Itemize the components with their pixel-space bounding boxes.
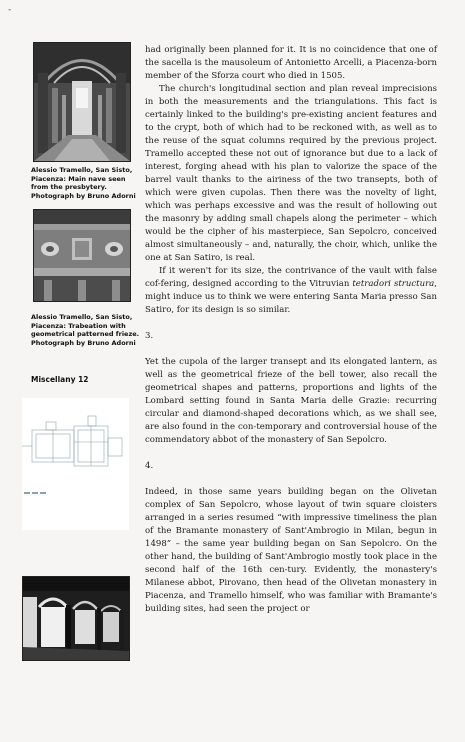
section-label: Miscellany 12	[31, 375, 89, 384]
photo-caption	[31, 313, 143, 348]
paragraph: had originally been planned for it. It is no coincidence that one of the sacella is the mausoleum of Antonietto Arcelli, a Piacenza-born member of the Sforza court who died in 1505.	[145, 45, 437, 81]
paragraph-text: , might induce us to think we were entering Santa Maria presso San Satiro, for its design is so similar.	[145, 279, 437, 315]
floor-plan-drawing	[22, 398, 129, 530]
photo-caption-small	[86, 710, 126, 713]
italic-term: tetradori structura	[352, 279, 435, 289]
section-number: 3.	[145, 331, 154, 341]
paragraph: Indeed, in those same years building began on the Olivetan complex of San Sepolcro, whose layout of twin square cloisters arranged in a series resumed “with impressive timeliness the plan of the Bramante monastery of Sant'Ambrogio in Milan, begun in 1498” – the same year building began on San Sepolcro. On the other hand, the building of Sant'Ambrogio mostly took place in the second half of the 16th cen-tury. Evidently, the monastery's Milanese abbot, Pirovano, then head of the Olivetan monastery in Piacenza, and Tramello himself, who was familiar with Bramante's building sites, had seen the project or	[145, 487, 437, 614]
paragraph: The church's longitudinal section and plan reveal imprecisions in both the measurements and the triangulations. This fact is certainly linked to the building's pre-existing ancient features and to the crypt, both of which had to be reckoned with, as well as to the reuse of the squat columns required by the previous project. Tramello accepted these not out of ignorance but due to a lack of interest, forging ahead with his plan to valorize the space of the barrel vault thanks to the airiness of the two transepts, both of which were given cupolas. Then there was the novelty of light, which was perhaps excessive and was the result of hollowing out the masonry by adding small chapels along the perimeter – which would be the cipher of his masterpiece, San Sepolcro, conceived almost simultaneously – and, naturally, the choir, which, unlike the one at San Satiro, is real.	[145, 84, 437, 263]
page-marker: -	[8, 5, 12, 15]
nave-photo	[33, 42, 131, 162]
paragraph: Yet the cupola of the larger transept and its elongated lantern, as well as the geometrical frieze of the bell tower, also recall the geometrical shapes and patterns, proportions and lights of the Lombard setting found in Santa Maria delle Grazie: recurring circular and diamond-shaped decorations which, as we shall see, are also found in the con-temporary and controversial house of the commendatory abbot of the monastery of San Sepolcro.	[145, 357, 437, 445]
paragraph	[145, 265, 437, 317]
cloister-photo	[22, 576, 130, 661]
photo-caption	[31, 166, 143, 201]
caption-title: Alessio Tramello, San Sisto, Piacenza: Main nave seen from the presbytery.	[31, 166, 133, 192]
body-text	[145, 44, 437, 616]
frieze-photo	[33, 209, 131, 302]
plan-caption	[28, 543, 68, 546]
section-number: 4.	[145, 461, 154, 471]
caption-title: Alessio Tramello, San Sisto, Piacenza: Trabeation with geometrical patterned frieze.	[31, 313, 140, 339]
paragraph-text: If it weren't for its size, the contrivance of the vault with false cof-fering, designed according to the Vitruvian	[145, 266, 437, 289]
caption-credit: Photograph by Bruno Adorni	[31, 192, 136, 201]
caption-credit: Photograph by Bruno Adorni	[31, 339, 136, 348]
